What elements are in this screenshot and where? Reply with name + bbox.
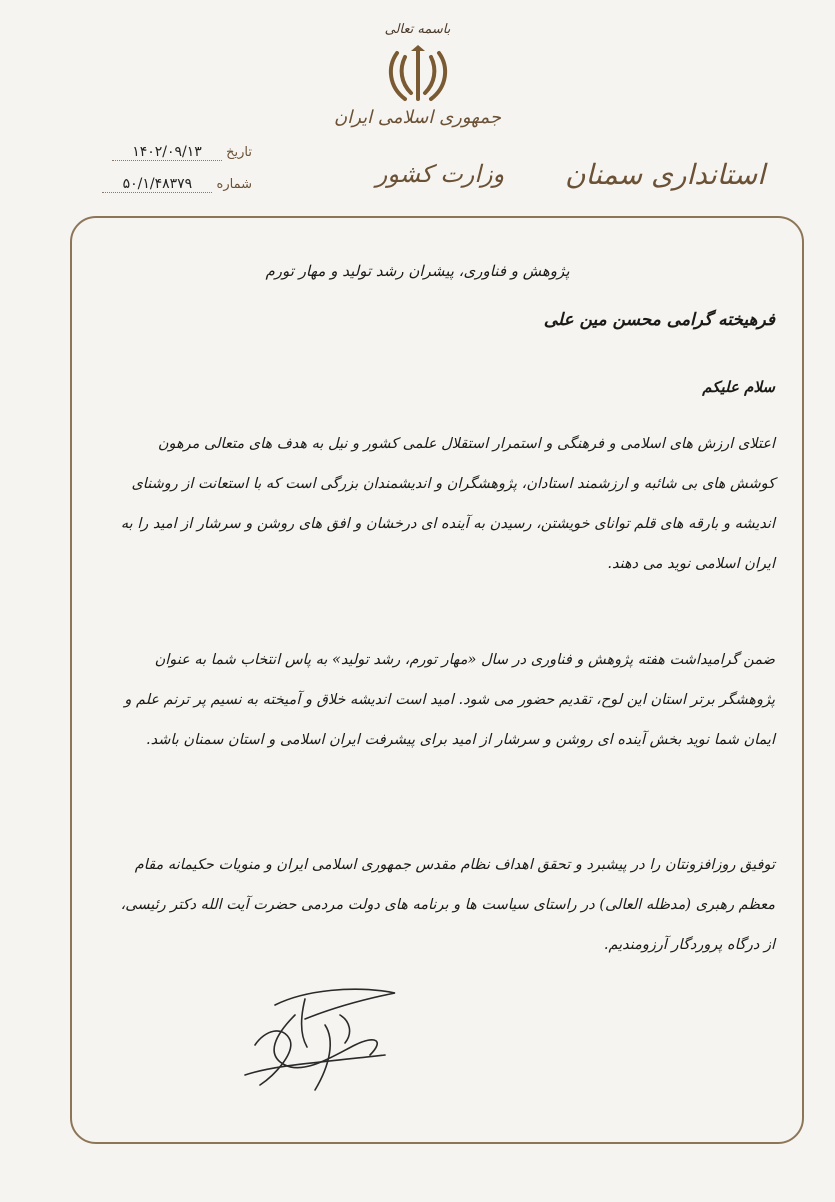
paragraph-3: توفیق روزافزونتان را در پیشبرد و تحقق اهداف نظام مقدس جمهوری اسلامی ایران و منویات حکیمانه مقام معظم رهبری (مدظله العالی) در راستای سیاست ها و برنامه های دولت مردمی حضرت آیت الله دکتر رئیسی، از درگاه پروردگار آرزومندیم. (120, 857, 775, 953)
bismillah-text: باسمه تعالی (384, 22, 451, 37)
letter-greeting: سلام علیکم (702, 378, 775, 396)
letter-addressee: فرهیخته گرامی محسن مین علی (543, 310, 775, 330)
letter-date (62, 144, 252, 161)
paragraph-2: ضمن گرامیداشت هفته پژوهش و فناوری در سال «مهار تورم، رشد تولید» به پاس انتخاب شما به عنوان پژوهشگر برتر استان این لوح، تقدیم حضور می شود. امید است اندیشه خلاق و آمیخته به نسیم پر ترنم علم و ایمان شما نوید بخش آینده ای روشن و سرشار از امید برای پیشرفت ایران اسلامی و استان سمنان باشد. (124, 652, 775, 748)
letterhead (0, 22, 835, 128)
date-label: تاریخ (226, 145, 252, 160)
number-value: ۵۰/۱/۴۸۳۷۹ (102, 176, 212, 193)
letter-subject: پژوهش و فناوری، پیشران رشد تولید و مهار تورم (265, 262, 570, 280)
number-label: شماره (216, 177, 252, 192)
republic-title: جمهوری اسلامی ایران (334, 107, 501, 128)
handwritten-signature (235, 985, 405, 1100)
governorate-title: استانداری سمنان (564, 158, 765, 191)
date-value: ۱۴۰۲/۰۹/۱۳ (112, 144, 222, 161)
letter-number (62, 176, 252, 193)
iran-emblem-icon (383, 43, 453, 105)
ministry-title: وزارت کشور (375, 160, 505, 188)
paragraph-1: اعتلای ارزش های اسلامی و فرهنگی و استمرار استقلال علمی کشور و نیل به هدف های متعالی مرهون کوشش های بی شائبه و ارزشمند استادان، پژوهشگران و اندیشمندان بزرگی است که با استعانت از روشنای اندیشه و بارقه های قلم توانای خویشتن، رسیدن به آینده ای درخشان و افق های روشن و سرشار از امید را به ایران اسلامی نوید می دهند. (120, 436, 775, 572)
